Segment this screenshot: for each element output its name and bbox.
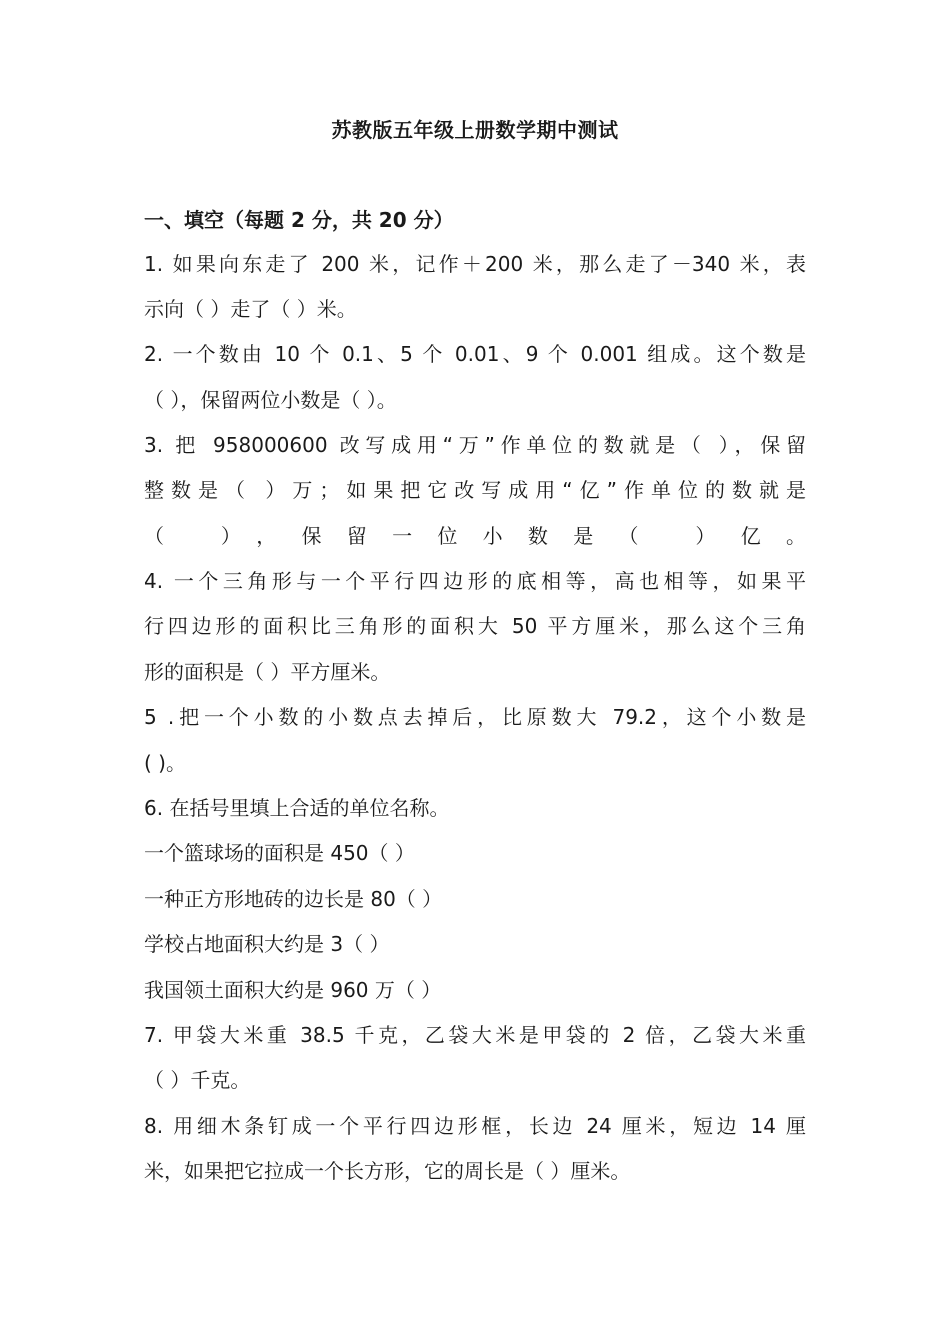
- question-3-line-1: 3. 把 958000600 改写成用“万”作单位的数就是（ ），保留: [144, 433, 806, 457]
- question-8-line-1: 8. 用细木条钉成一个平行四边形框，长边 24 厘米，短边 14 厘: [144, 1114, 806, 1138]
- question-3-line-2: 整数是（ ）万；如果把它改写成用“亿”作单位的数就是: [144, 478, 806, 502]
- question-4-line-2: 行四边形的面积比三角形的面积大 50 平方厘米，那么这个三角: [144, 614, 806, 638]
- question-4-line-1: 4. 一个三角形与一个平行四边形的底相等，高也相等，如果平: [144, 569, 806, 593]
- question-7-line-1: 7. 甲袋大米重 38.5 千克，乙袋大米是甲袋的 2 倍，乙袋大米重: [144, 1023, 806, 1047]
- question-7-line-2: （ ）千克。: [144, 1068, 251, 1092]
- question-5-line-2: ( )。: [144, 751, 186, 775]
- question-6-line-1: 6. 在括号里填上合适的单位名称。: [144, 796, 450, 820]
- question-1-line-1: 1. 如果向东走了 200 米，记作＋200 米，那么走了－340 米，表: [144, 252, 806, 276]
- question-3-line-3: （ ），保留一位小数是（ ）亿。: [144, 524, 806, 548]
- question-5-line-1: 5 .把一个小数的小数点去掉后，比原数大 79.2，这个小数是: [144, 705, 806, 729]
- page-title: 苏教版五年级上册数学期中测试: [331, 118, 619, 142]
- question-8-line-2: 米，如果把它拉成一个长方形，它的周长是（ ）厘米。: [144, 1159, 631, 1183]
- question-2-line-1: 2. 一个数由 10 个 0.1、5 个 0.01、9 个 0.001 组成。这个数是: [144, 342, 806, 366]
- section-heading: 一、填空（每题 2 分，共 20 分）: [144, 208, 454, 232]
- question-6-item-4: 我国领土面积大约是 960 万（ ）: [144, 978, 442, 1002]
- question-1-line-2: 示向（ ）走了（ ）米。: [144, 297, 357, 321]
- question-6-item-3: 学校占地面积大约是 3（ ）: [144, 932, 390, 956]
- question-6-item-1: 一个篮球场的面积是 450（ ）: [144, 841, 415, 865]
- question-6-item-2: 一种正方形地砖的边长是 80（ ）: [144, 887, 443, 911]
- question-4-line-3: 形的面积是（ ）平方厘米。: [144, 660, 391, 684]
- question-2-line-2: （ ），保留两位小数是（ ）。: [144, 388, 397, 412]
